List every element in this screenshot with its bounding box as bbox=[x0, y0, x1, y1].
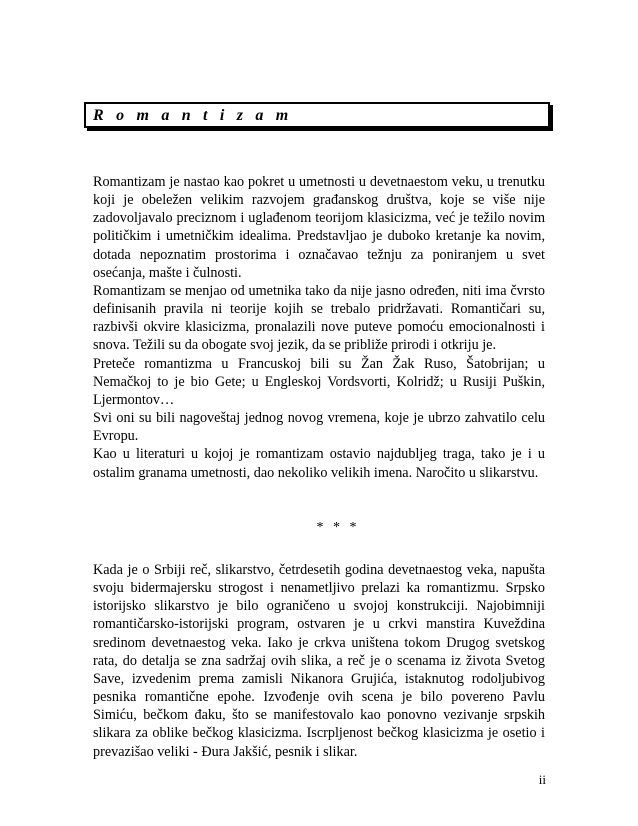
paragraph: Svi oni su bili nagoveštaj jednog novog vremena, koje je ubrzo zahvatilo celu Evropu. bbox=[93, 410, 545, 445]
section-intro bbox=[93, 173, 545, 482]
paragraph: Kao u literaturi u kojoj je romantizam ostavio najdublјeg traga, tako je i u ostalim granama umetnosti, dao nekoliko velikih imena. Naročito u slikarstvu. bbox=[93, 446, 545, 481]
section-separator: * * * bbox=[316, 520, 360, 535]
section-serbia bbox=[93, 561, 545, 761]
chapter-title-box bbox=[84, 102, 550, 128]
paragraph: Preteče romantizma u Francuskoj bili su Žan Žak Ruso, Šatobrijan; u Nemačkoj to je bio Gete; u Engleskoj Vordsvorti, Kolridž; u Rusiji Puškin, Ljermontov… bbox=[93, 355, 545, 408]
page-number: ii bbox=[538, 772, 546, 787]
chapter-title: R o m a n t i z a m bbox=[93, 107, 293, 124]
paragraph: Kada je o Srbiji reč, slikarstvo, četrdesetih godina devetnaestog veka, napušta svoju bidermajersku strogost i nenametljivo prelazi ka romantizmu. Srpsko istorijsko slikarstvo je bilo ograničeno u svojoj konstrukciji. Najobimniji romantičarsko-istorijski program, ostvaren je u crkvi manstira Kuveždina sredinom devetnaestog veka. Iako je crkva uništena tokom Drugog svetskog rata, do detalja se zna sadržaj ovih slika, a reč je o scenama iz života Svetog Save, izvedenim prema zamisli Nikanora Grujića, istaknutog rodoljubivog pesnika romantične epohe. Izvođenje ovih scena je bilo povereno Pavlu Simiću, bečkom đaku, što se manifestovalo kao ponovno vezivanje srpskih slikara za oblike bečkog klasicizma. Iscrplјenost bečkog klasicizma je osetio i prevazišao veliki - Đura Jakšić, pesnik i slikar. bbox=[93, 562, 545, 760]
paragraph: Romantizam se menjao od umetnika tako da nije jasno određen, niti ima čvrsto definisanih pravila ni teorije kojih se trebalo pridržavati. Romantičari su, razbivši okvire klasicizma, pronalazili nove puteve pomoću emocionalnosti i snova. Težili su da obogate svoj jezik, da se približe prirodi i otkriju je. bbox=[93, 282, 545, 354]
paragraph: Romantizam je nastao kao pokret u umetnosti u devetnaestom veku, u trenutku koji je obeležen velikim razvojem građanskog društva, koje se više nije zadovoljavalo preciznom i uglađenom teorijom klasicizma, već je težilo novim političkim i umetničkim idealima. Predstavljao je duboko kretanje ka novim, dotada nepoznatim prostorima i označavao težnju za poniranjem u svet osećanja, mašte i čulnosti. bbox=[93, 174, 545, 281]
